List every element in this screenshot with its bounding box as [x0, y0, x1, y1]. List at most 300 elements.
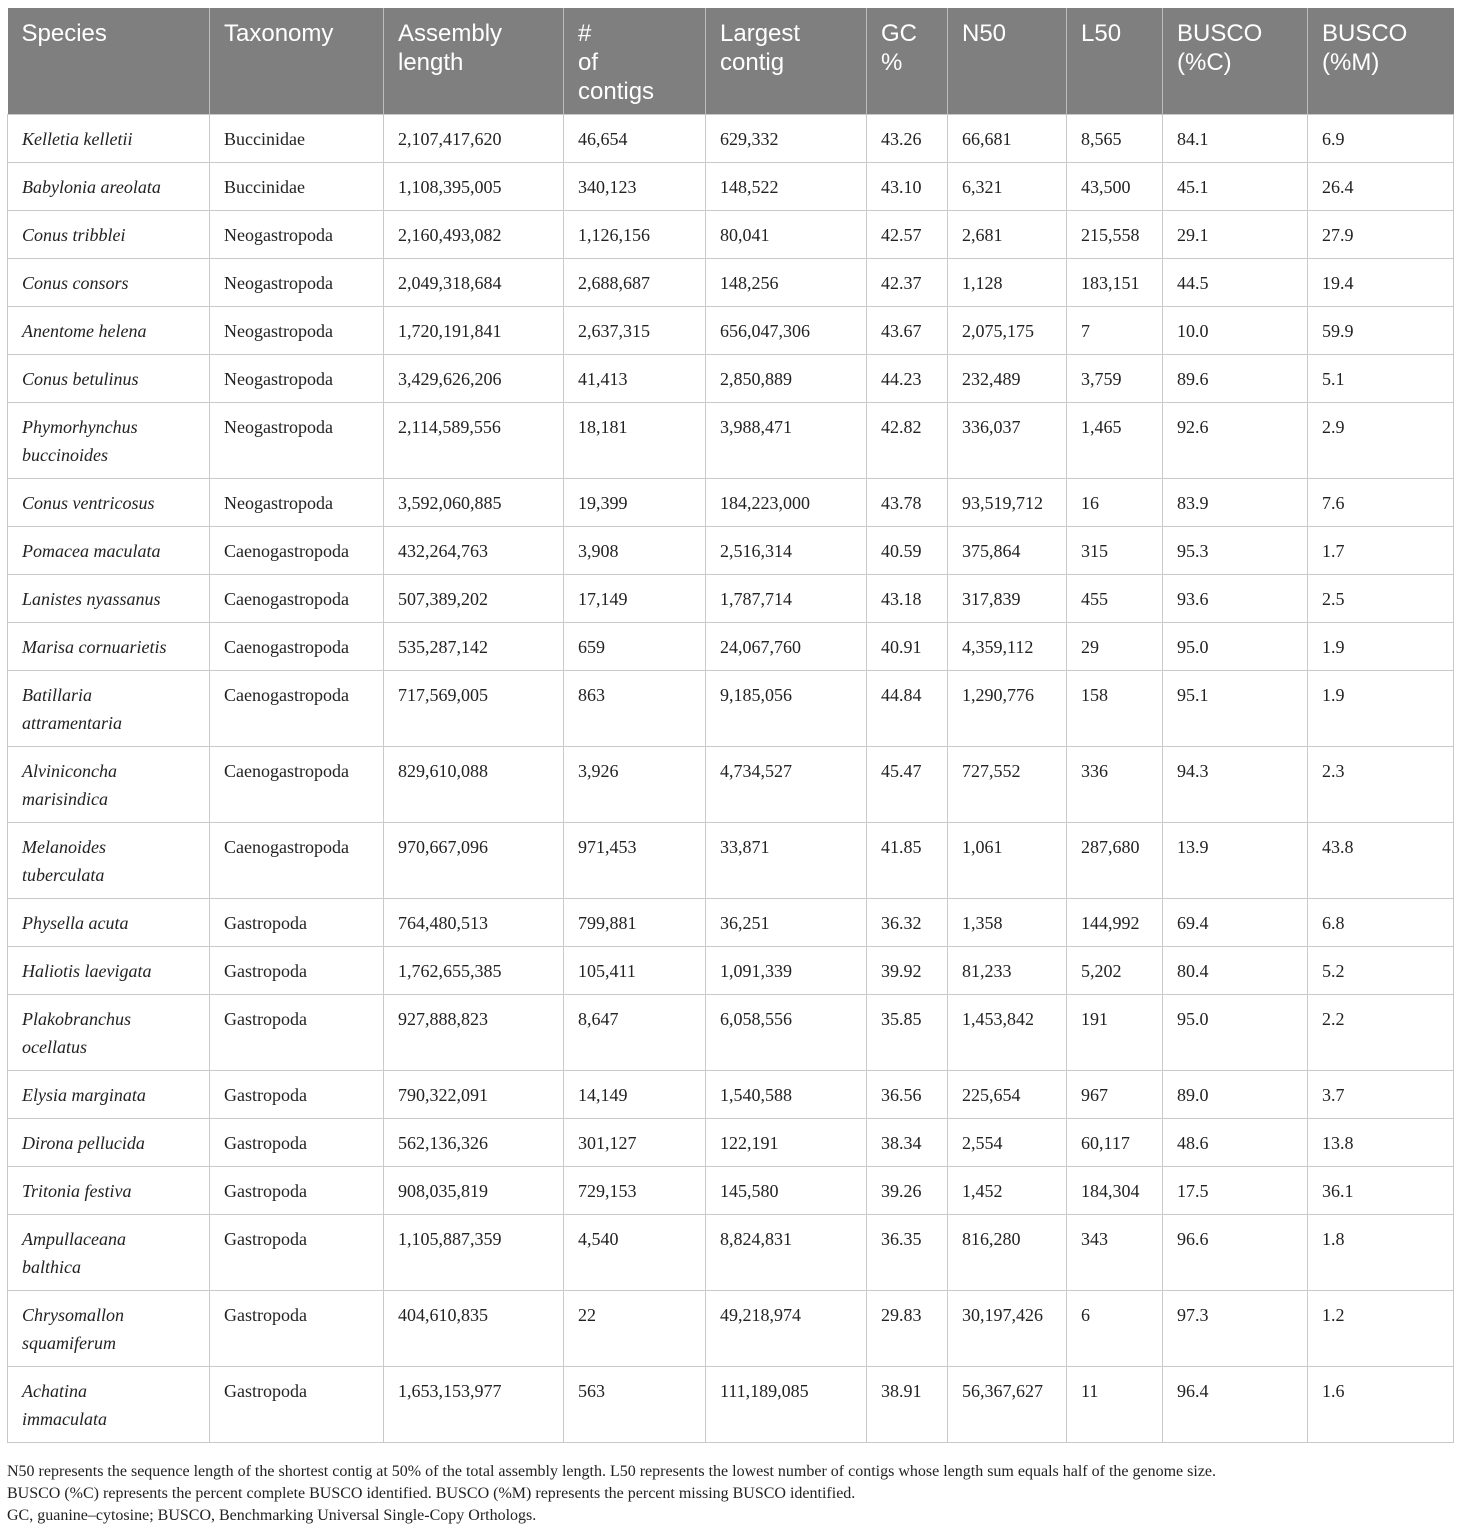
table-cell: 38.91 [867, 1367, 948, 1443]
table-cell: 45.47 [867, 747, 948, 823]
table-cell: 13.9 [1163, 823, 1308, 899]
table-cell: 1,762,655,385 [384, 947, 564, 995]
table-cell: 970,667,096 [384, 823, 564, 899]
table-cell: 4,540 [564, 1215, 706, 1291]
table-cell: 507,389,202 [384, 575, 564, 623]
header-row [8, 8, 1454, 115]
column-header-text: length [398, 49, 464, 76]
species-cell [8, 163, 210, 211]
table-cell: 2,049,318,684 [384, 259, 564, 307]
table-cell: 2.2 [1308, 995, 1454, 1071]
table-row [8, 623, 1454, 671]
table-cell: 43.78 [867, 479, 948, 527]
table-cell: 2,160,493,082 [384, 211, 564, 259]
species-name-text: Haliotis laevigata [22, 961, 152, 981]
table-cell: 2,075,175 [948, 307, 1067, 355]
table-body [8, 115, 1454, 1443]
species-name-text: Babylonia areolata [22, 177, 161, 197]
species-cell [8, 403, 210, 479]
table-row [8, 899, 1454, 947]
table-cell: 24,067,760 [706, 623, 867, 671]
table-cell: 3,908 [564, 527, 706, 575]
table-cell: 93.6 [1163, 575, 1308, 623]
table-cell: 3,429,626,206 [384, 355, 564, 403]
footnote-n50-l50: N50 represents the sequence length of the shortest contig at 50% of the total assembly length. L50 represents the lowest number of contigs whose length sum equals half of the genome size. [7, 1463, 1217, 1480]
species-name-text: Tritonia festiva [22, 1181, 132, 1201]
species-name-text: Melanoides [22, 837, 106, 857]
table-cell: 95.1 [1163, 671, 1308, 747]
table-cell: 95.0 [1163, 623, 1308, 671]
table-cell: 44.84 [867, 671, 948, 747]
table-cell: 43.18 [867, 575, 948, 623]
table-cell: 29 [1067, 623, 1163, 671]
table-cell: 3.7 [1308, 1071, 1454, 1119]
species-cell [8, 823, 210, 899]
table-cell: Gastropoda [210, 1119, 384, 1167]
species-cell [8, 259, 210, 307]
table-cell: 94.3 [1163, 747, 1308, 823]
species-name-text: Plakobranchus [22, 1009, 131, 1029]
table-cell: 1,540,588 [706, 1071, 867, 1119]
genome-assembly-table-container [7, 8, 1453, 1443]
table-cell: 287,680 [1067, 823, 1163, 899]
table-cell: 93,519,712 [948, 479, 1067, 527]
table-cell: 729,153 [564, 1167, 706, 1215]
table-cell: 43,500 [1067, 163, 1163, 211]
table-cell: 2,850,889 [706, 355, 867, 403]
table-cell: 3,592,060,885 [384, 479, 564, 527]
table-cell: 46,654 [564, 115, 706, 163]
table-cell: 144,992 [1067, 899, 1163, 947]
table-cell: 40.91 [867, 623, 948, 671]
table-cell: 96.6 [1163, 1215, 1308, 1291]
table-cell: 17.5 [1163, 1167, 1308, 1215]
table-cell: 232,489 [948, 355, 1067, 403]
column-header [384, 8, 564, 115]
column-header [867, 8, 948, 115]
table-cell: 1,091,339 [706, 947, 867, 995]
column-header [210, 8, 384, 115]
table-cell: 340,123 [564, 163, 706, 211]
species-name-text: Dirona pellucida [22, 1133, 145, 1153]
table-cell: Caenogastropoda [210, 671, 384, 747]
table-cell: 6,321 [948, 163, 1067, 211]
table-header [8, 8, 1454, 115]
table-cell: 48.6 [1163, 1119, 1308, 1167]
table-cell: 43.10 [867, 163, 948, 211]
table-cell: Gastropoda [210, 1367, 384, 1443]
table-cell: 336,037 [948, 403, 1067, 479]
table-cell: 816,280 [948, 1215, 1067, 1291]
table-cell: 5,202 [1067, 947, 1163, 995]
table-cell: 36.32 [867, 899, 948, 947]
species-cell [8, 1119, 210, 1167]
table-cell: 184,304 [1067, 1167, 1163, 1215]
table-cell: 22 [564, 1291, 706, 1367]
table-cell: 19.4 [1308, 259, 1454, 307]
column-header-text: Assembly [398, 20, 503, 47]
table-cell: 19,399 [564, 479, 706, 527]
table-cell: 2,107,417,620 [384, 115, 564, 163]
table-cell: Gastropoda [210, 947, 384, 995]
table-cell: 69.4 [1163, 899, 1308, 947]
table-cell: 41,413 [564, 355, 706, 403]
table-cell: 8,647 [564, 995, 706, 1071]
table-cell: 42.37 [867, 259, 948, 307]
column-header-text: GC [881, 20, 917, 47]
species-cell [8, 307, 210, 355]
species-cell [8, 1367, 210, 1443]
table-cell: 44.5 [1163, 259, 1308, 307]
species-cell [8, 995, 210, 1071]
column-header-text: contigs [578, 78, 655, 105]
species-cell [8, 1215, 210, 1291]
species-cell [8, 623, 210, 671]
table-cell: Caenogastropoda [210, 575, 384, 623]
table-cell: 1,787,714 [706, 575, 867, 623]
species-name-text: Conus tribblei [22, 225, 126, 245]
species-name-text: Anentome helena [22, 321, 147, 341]
table-cell: 717,569,005 [384, 671, 564, 747]
column-header-text: BUSCO [1322, 20, 1408, 47]
table-cell: 2,554 [948, 1119, 1067, 1167]
table-cell: 455 [1067, 575, 1163, 623]
table-cell: 336 [1067, 747, 1163, 823]
table-cell: 2.9 [1308, 403, 1454, 479]
table-row [8, 259, 1454, 307]
table-cell: 105,411 [564, 947, 706, 995]
table-cell: 1,105,887,359 [384, 1215, 564, 1291]
column-header [1308, 8, 1454, 115]
table-cell: Gastropoda [210, 899, 384, 947]
table-cell: 49,218,974 [706, 1291, 867, 1367]
species-name-text: ocellatus [22, 1037, 87, 1057]
table-cell: 790,322,091 [384, 1071, 564, 1119]
table-cell: 36.56 [867, 1071, 948, 1119]
table-cell: 96.4 [1163, 1367, 1308, 1443]
table-cell: 315 [1067, 527, 1163, 575]
table-cell: Caenogastropoda [210, 823, 384, 899]
table-cell: 80.4 [1163, 947, 1308, 995]
table-cell: 36,251 [706, 899, 867, 947]
table-footnotes [7, 1461, 1453, 1527]
species-name-text: Kelletia kelletii [22, 129, 133, 149]
table-cell: 36.35 [867, 1215, 948, 1291]
species-cell [8, 115, 210, 163]
genome-assembly-table [7, 8, 1454, 1443]
species-name-text: Physella acuta [22, 913, 129, 933]
species-cell [8, 899, 210, 947]
species-cell [8, 575, 210, 623]
table-cell: 43.26 [867, 115, 948, 163]
column-header-text: contig [720, 49, 785, 76]
column-header-text: N50 [962, 20, 1007, 47]
table-cell: 562,136,326 [384, 1119, 564, 1167]
table-cell: 3,926 [564, 747, 706, 823]
table-row [8, 823, 1454, 899]
table-cell: 404,610,835 [384, 1291, 564, 1367]
species-name-text: Chrysomallon [22, 1305, 125, 1325]
column-header [564, 8, 706, 115]
table-cell: 5.2 [1308, 947, 1454, 995]
species-name-text: marisindica [22, 789, 109, 809]
table-cell: 375,864 [948, 527, 1067, 575]
species-name-text: Alviniconcha [22, 761, 117, 781]
species-name-text: Conus ventricosus [22, 493, 155, 513]
table-cell: 43.67 [867, 307, 948, 355]
table-row [8, 1367, 1454, 1443]
species-cell [8, 947, 210, 995]
table-cell: 1,290,776 [948, 671, 1067, 747]
species-cell [8, 671, 210, 747]
table-cell: Neogastropoda [210, 355, 384, 403]
table-cell: 89.0 [1163, 1071, 1308, 1119]
species-cell [8, 355, 210, 403]
species-cell [8, 527, 210, 575]
table-cell: 42.57 [867, 211, 948, 259]
table-cell: Gastropoda [210, 1215, 384, 1291]
table-cell: 10.0 [1163, 307, 1308, 355]
species-name-text: buccinoides [22, 445, 108, 465]
species-cell [8, 1071, 210, 1119]
footnote-abbreviations: GC, guanine–cytosine; BUSCO, Benchmarking Universal Single-Copy Orthologs. [7, 1507, 537, 1524]
table-row [8, 1291, 1454, 1367]
column-header-text: # [578, 20, 592, 47]
table-cell: 183,151 [1067, 259, 1163, 307]
table-cell: 11 [1067, 1367, 1163, 1443]
table-cell: 92.6 [1163, 403, 1308, 479]
table-cell: 6,058,556 [706, 995, 867, 1071]
table-cell: 1,126,156 [564, 211, 706, 259]
table-cell: 1.9 [1308, 671, 1454, 747]
table-cell: 39.26 [867, 1167, 948, 1215]
column-header-text: Taxonomy [224, 20, 334, 47]
table-row [8, 995, 1454, 1071]
table-cell: Neogastropoda [210, 403, 384, 479]
species-name-text: balthica [22, 1257, 81, 1277]
table-cell: 1,720,191,841 [384, 307, 564, 355]
table-row [8, 355, 1454, 403]
table-cell: 2.3 [1308, 747, 1454, 823]
table-cell: 971,453 [564, 823, 706, 899]
table-row [8, 307, 1454, 355]
species-name-text: Lanistes nyassanus [22, 589, 161, 609]
table-cell: 799,881 [564, 899, 706, 947]
table-cell: 863 [564, 671, 706, 747]
table-cell: 2,688,687 [564, 259, 706, 307]
table-cell: 1,108,395,005 [384, 163, 564, 211]
table-cell: 191 [1067, 995, 1163, 1071]
column-header-text: L50 [1081, 20, 1122, 47]
table-cell: 158 [1067, 671, 1163, 747]
table-cell: 83.9 [1163, 479, 1308, 527]
table-cell: 8,565 [1067, 115, 1163, 163]
table-cell: 3,988,471 [706, 403, 867, 479]
table-cell: 39.92 [867, 947, 948, 995]
column-header-text: (%C) [1177, 49, 1232, 76]
table-cell: 764,480,513 [384, 899, 564, 947]
table-cell: Gastropoda [210, 1167, 384, 1215]
table-cell: 36.1 [1308, 1167, 1454, 1215]
table-cell: 1,128 [948, 259, 1067, 307]
species-name-text: Batillaria [22, 685, 93, 705]
table-row [8, 1215, 1454, 1291]
species-name-text: Achatina [22, 1381, 87, 1401]
table-cell: Neogastropoda [210, 211, 384, 259]
table-cell: 1.8 [1308, 1215, 1454, 1291]
table-cell: Caenogastropoda [210, 527, 384, 575]
table-cell: 215,558 [1067, 211, 1163, 259]
table-cell: 81,233 [948, 947, 1067, 995]
table-cell: 13.8 [1308, 1119, 1454, 1167]
table-cell: 145,580 [706, 1167, 867, 1215]
table-cell: 1.9 [1308, 623, 1454, 671]
table-row [8, 211, 1454, 259]
table-cell: 97.3 [1163, 1291, 1308, 1367]
table-row [8, 403, 1454, 479]
table-cell: 60,117 [1067, 1119, 1163, 1167]
table-cell: Gastropoda [210, 1071, 384, 1119]
table-row [8, 527, 1454, 575]
table-cell: 659 [564, 623, 706, 671]
species-name-text: attramentaria [22, 713, 123, 733]
table-cell: 95.0 [1163, 995, 1308, 1071]
table-cell: Neogastropoda [210, 307, 384, 355]
table-row [8, 947, 1454, 995]
table-cell: 148,256 [706, 259, 867, 307]
species-name-text: Phymorhynchus [22, 417, 138, 437]
species-name-text: tuberculata [22, 865, 105, 885]
table-cell: 225,654 [948, 1071, 1067, 1119]
table-cell: 41.85 [867, 823, 948, 899]
table-cell: Neogastropoda [210, 259, 384, 307]
table-cell: 8,824,831 [706, 1215, 867, 1291]
column-header-text: Largest [720, 20, 801, 47]
table-cell: 535,287,142 [384, 623, 564, 671]
column-header [1163, 8, 1308, 115]
table-cell: 89.6 [1163, 355, 1308, 403]
table-cell: 1.2 [1308, 1291, 1454, 1367]
table-cell: 122,191 [706, 1119, 867, 1167]
table-cell: 1,061 [948, 823, 1067, 899]
table-cell: 59.9 [1308, 307, 1454, 355]
table-cell: 927,888,823 [384, 995, 564, 1071]
column-header [8, 8, 210, 115]
species-name-text: squamiferum [22, 1333, 116, 1353]
table-cell: 6 [1067, 1291, 1163, 1367]
column-header-text: % [881, 49, 903, 76]
table-cell: 84.1 [1163, 115, 1308, 163]
table-cell: 1.7 [1308, 527, 1454, 575]
table-cell: Buccinidae [210, 115, 384, 163]
table-cell: 38.34 [867, 1119, 948, 1167]
table-cell: 29.1 [1163, 211, 1308, 259]
table-cell: 26.4 [1308, 163, 1454, 211]
table-cell: 317,839 [948, 575, 1067, 623]
table-cell: 29.83 [867, 1291, 948, 1367]
table-cell: 43.8 [1308, 823, 1454, 899]
species-name-text: immaculata [22, 1409, 107, 1429]
column-header-text: BUSCO [1177, 20, 1263, 47]
table-cell: 1,465 [1067, 403, 1163, 479]
species-name-text: Marisa cornuarietis [22, 637, 167, 657]
table-cell: 829,610,088 [384, 747, 564, 823]
species-name-text: Conus consors [22, 273, 129, 293]
table-row [8, 115, 1454, 163]
table-cell: 33,871 [706, 823, 867, 899]
column-header [706, 8, 867, 115]
table-cell: 27.9 [1308, 211, 1454, 259]
table-cell: 563 [564, 1367, 706, 1443]
table-cell: 40.59 [867, 527, 948, 575]
column-header-text: (%M) [1322, 49, 1380, 76]
table-cell: 35.85 [867, 995, 948, 1071]
table-cell: 4,359,112 [948, 623, 1067, 671]
table-row [8, 747, 1454, 823]
column-header-text: Species [21, 20, 107, 47]
species-cell [8, 479, 210, 527]
table-row [8, 1119, 1454, 1167]
table-cell: Gastropoda [210, 995, 384, 1071]
table-cell: 1,452 [948, 1167, 1067, 1215]
table-cell: 967 [1067, 1071, 1163, 1119]
table-cell: 2,637,315 [564, 307, 706, 355]
table-cell: Caenogastropoda [210, 623, 384, 671]
table-cell: 432,264,763 [384, 527, 564, 575]
table-row [8, 479, 1454, 527]
table-cell: 629,332 [706, 115, 867, 163]
table-cell: 4,734,527 [706, 747, 867, 823]
table-cell: 2,114,589,556 [384, 403, 564, 479]
table-cell: 184,223,000 [706, 479, 867, 527]
table-cell: 6.9 [1308, 115, 1454, 163]
species-name-text: Elysia marginata [22, 1085, 146, 1105]
table-cell: 17,149 [564, 575, 706, 623]
table-cell: 56,367,627 [948, 1367, 1067, 1443]
species-cell [8, 211, 210, 259]
table-cell: 3,759 [1067, 355, 1163, 403]
species-name-text: Ampullaceana [22, 1229, 126, 1249]
table-cell: Gastropoda [210, 1291, 384, 1367]
table-cell: Buccinidae [210, 163, 384, 211]
table-cell: 148,522 [706, 163, 867, 211]
table-cell: Caenogastropoda [210, 747, 384, 823]
table-cell: 1,358 [948, 899, 1067, 947]
table-cell: 66,681 [948, 115, 1067, 163]
table-row [8, 163, 1454, 211]
column-header [948, 8, 1067, 115]
table-cell: 1.6 [1308, 1367, 1454, 1443]
table-cell: 95.3 [1163, 527, 1308, 575]
table-cell: 7.6 [1308, 479, 1454, 527]
table-cell: 16 [1067, 479, 1163, 527]
table-cell: 44.23 [867, 355, 948, 403]
table-cell: 45.1 [1163, 163, 1308, 211]
table-cell: 6.8 [1308, 899, 1454, 947]
table-cell: 343 [1067, 1215, 1163, 1291]
table-cell: 1,453,842 [948, 995, 1067, 1071]
table-cell: 18,181 [564, 403, 706, 479]
table-cell: 7 [1067, 307, 1163, 355]
table-cell: 42.82 [867, 403, 948, 479]
table-cell: 14,149 [564, 1071, 706, 1119]
table-cell: 727,552 [948, 747, 1067, 823]
table-cell: 656,047,306 [706, 307, 867, 355]
table-cell: 2,516,314 [706, 527, 867, 575]
table-row [8, 575, 1454, 623]
table-row [8, 1167, 1454, 1215]
column-header-text: of [578, 49, 599, 76]
